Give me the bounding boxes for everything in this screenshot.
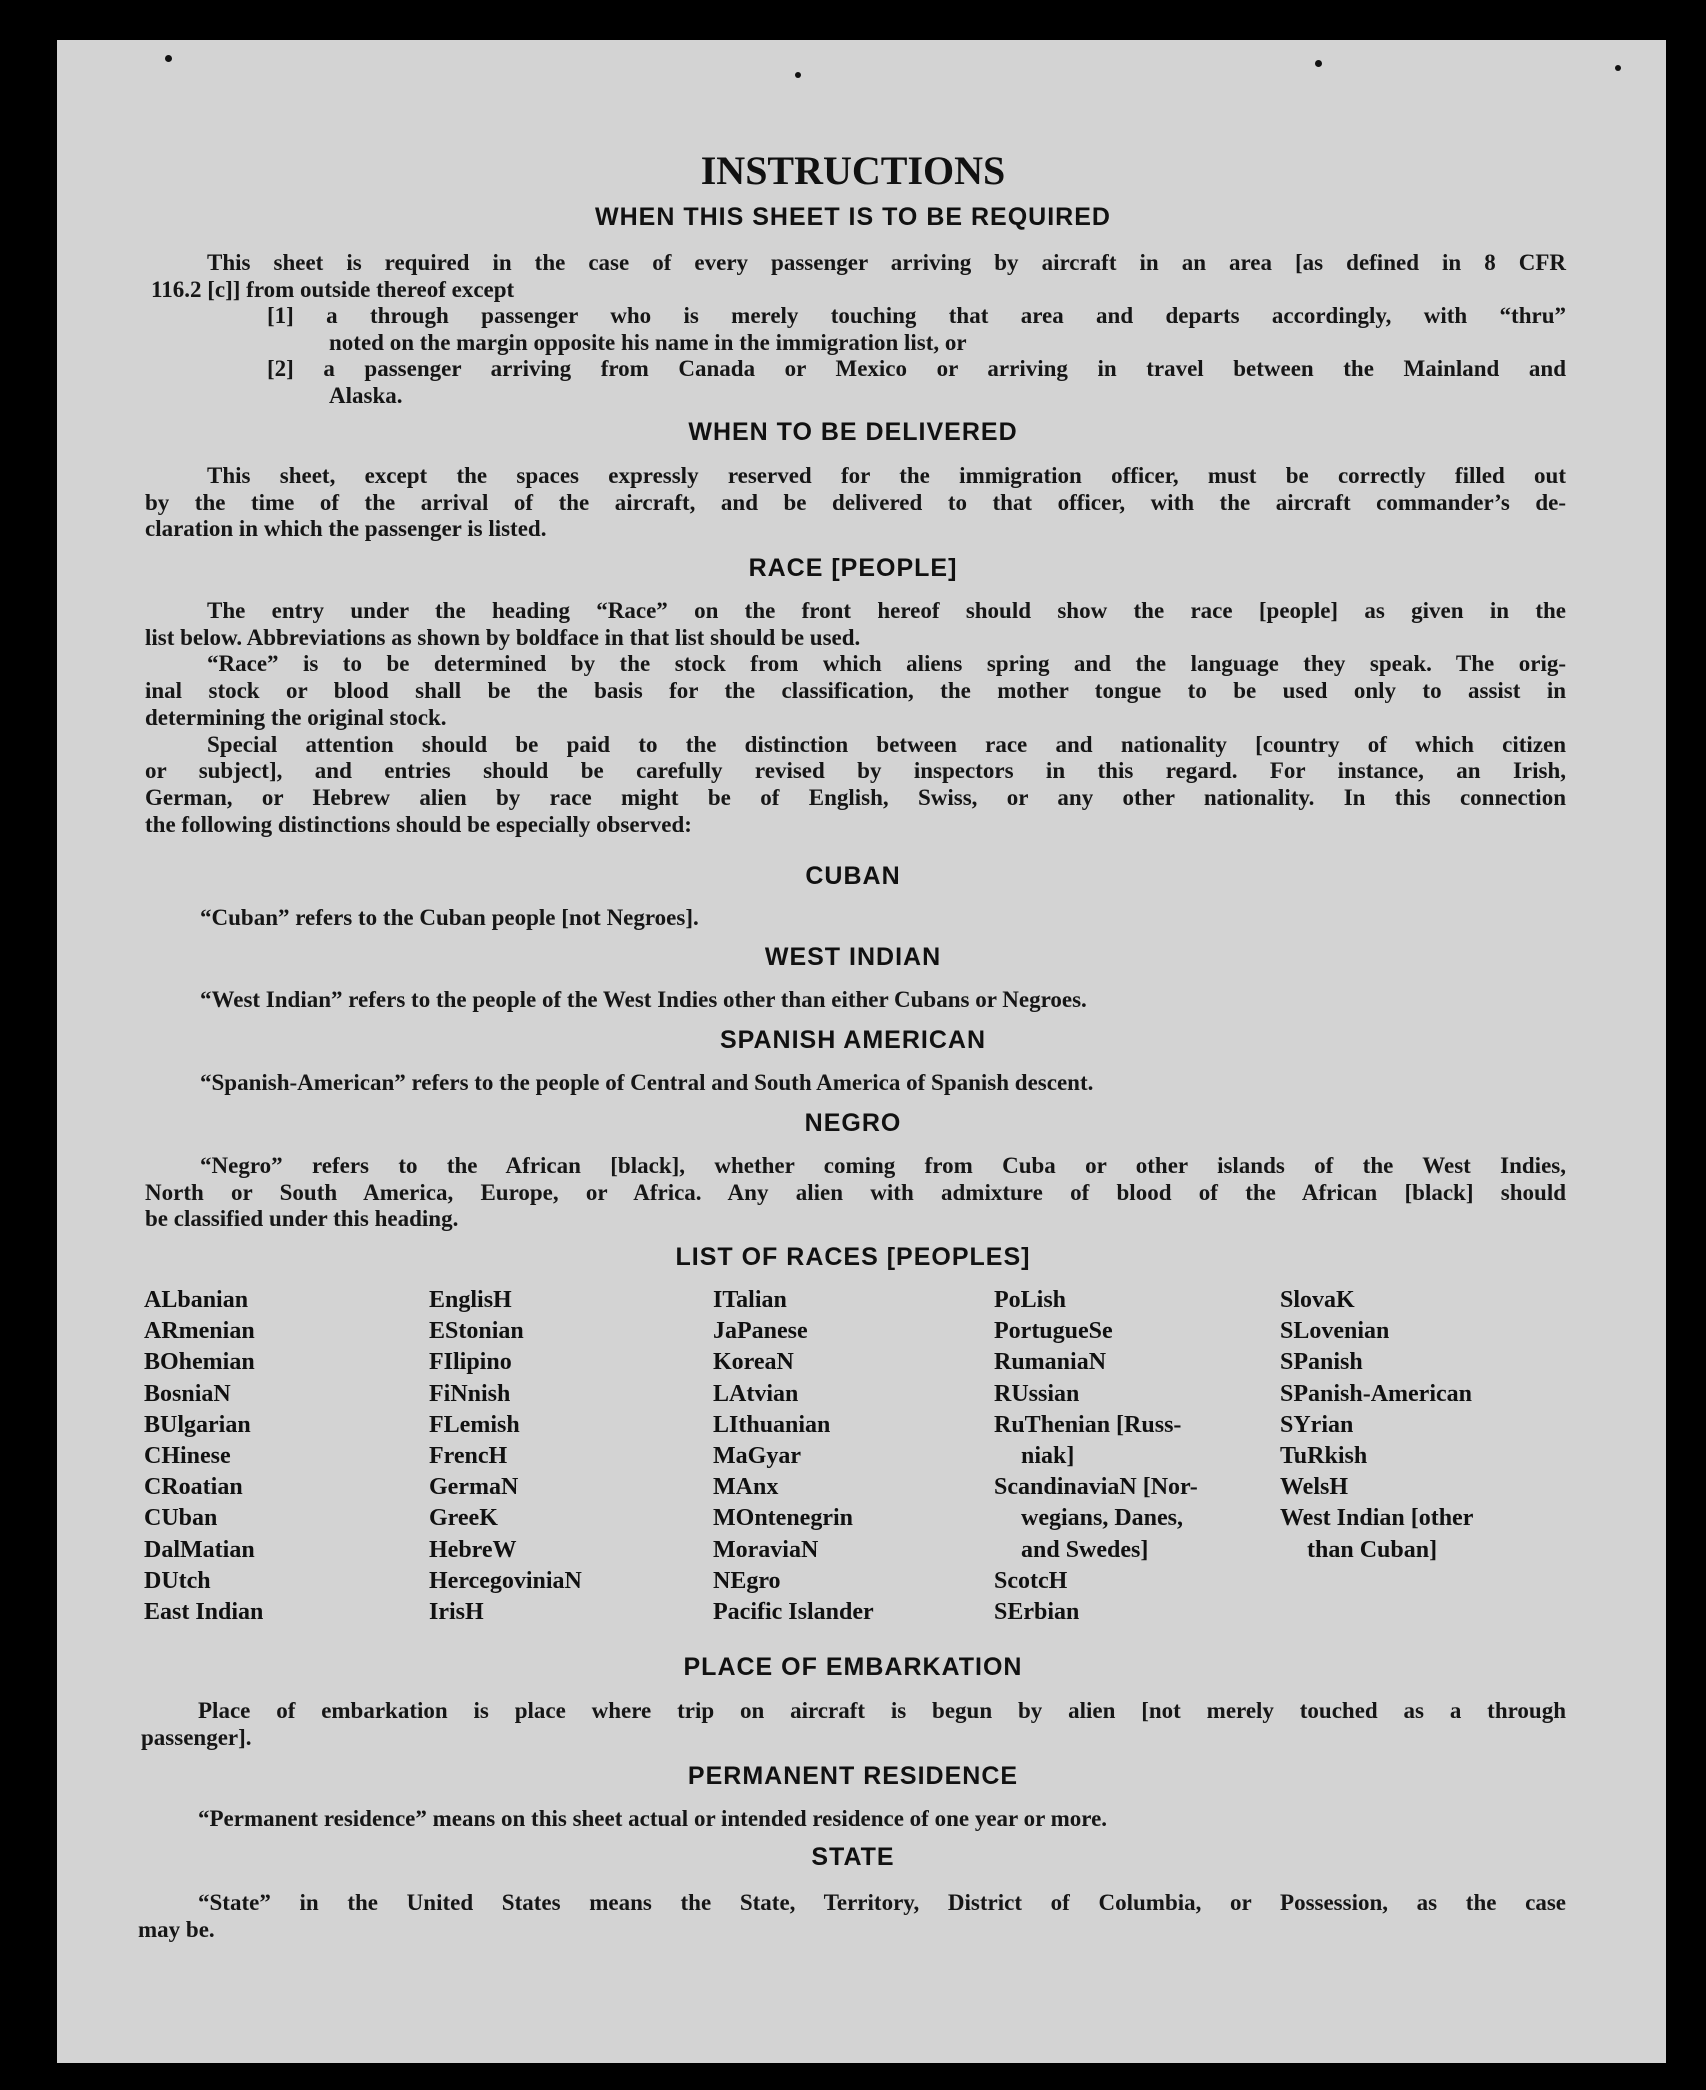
race-entry: CRoatian (144, 1474, 243, 1501)
race-entry: GreeK (429, 1505, 498, 1532)
race-entry: PoLish (994, 1287, 1067, 1313)
race-entry: GermaN (429, 1474, 519, 1501)
race-entry: TuRkish (1280, 1443, 1368, 1470)
paragraph-exception-1: [1] a through passenger who is merely touching that area and departs accordingly, with “thru” noted on the margin opposite his name in the immigration list, or (267, 303, 1566, 355)
race-entry: niak] (1021, 1443, 1075, 1470)
speck (1615, 65, 1621, 71)
race-entry: Pacific Islander (713, 1599, 874, 1626)
race-entry: West Indian [other (1280, 1505, 1474, 1532)
race-entry: PortugueSe (994, 1318, 1113, 1345)
races-column-5 (1280, 1285, 1473, 1566)
race-entry: IrisH (429, 1599, 484, 1626)
race-entry: MOntenegrin (713, 1505, 853, 1532)
race-entry: LAtvian (713, 1380, 799, 1407)
heading-delivered: WHEN TO BE DELIVERED (688, 418, 1018, 446)
race-entry: WelsH (1280, 1474, 1349, 1501)
page-title: INSTRUCTIONS (700, 148, 1006, 193)
speck (1315, 60, 1322, 67)
paragraph-negro: “Negro” refers to the African [black], whether coming from Cuba or other islands of the West Indies, North or South America, Europe, or Africa. Any alien with admixture of blood of the African [black] should be classified under this heading. (145, 1153, 1566, 1232)
race-entry: SErbian (994, 1599, 1080, 1626)
race-entry: DUtch (144, 1567, 211, 1594)
race-entry: NEgro (713, 1567, 781, 1594)
heading-cuban: CUBAN (805, 862, 901, 890)
race-entry: RuThenian [Russ- (994, 1411, 1182, 1438)
heading-west-indian: WEST INDIAN (764, 943, 942, 971)
heading-required: WHEN THIS SHEET IS TO BE REQUIRED (595, 203, 1111, 231)
race-entry: wegians, Danes, (1021, 1505, 1184, 1532)
races-column-2 (429, 1285, 582, 1628)
race-entry: FIlipino (429, 1349, 512, 1376)
paragraph-cuban: “Cuban” refers to the Cuban people [not Negroes]. (200, 905, 699, 930)
race-entry: MaGyar (713, 1443, 801, 1470)
race-entry: ITalian (713, 1287, 787, 1313)
paragraph-exception-2: [2] a passenger arriving from Canada or Mexico or arriving in travel between the Mainland and Alaska. (267, 356, 1566, 408)
paragraph-race: The entry under the heading “Race” on the front hereof should show the race [people] as given in the list below. Abbreviations as shown by boldface in that list should be used. “Race” is to be determined by the stock from which aliens spring and the language they speak. The orig- inal stock or blood shall be the basis for the classification, the mother tongue to be used only to assist in determining the original stock. Special attention should be paid to the distinction between race and nationality [country of which citizen or subject], and entries should be carefully revised by inspectors in this regard. For instance, an Irish, German, or Hebrew alien by race might be of English, Swiss, or any other nationality. In this connection the following distinctions should be especially observed: (145, 598, 1566, 837)
race-entry: SPanish-American (1280, 1380, 1472, 1407)
race-entry: BOhemian (144, 1349, 255, 1376)
race-entry: MoraviaN (713, 1536, 819, 1563)
race-entry: East Indian (144, 1599, 264, 1626)
heading-race: RACE [PEOPLE] (748, 554, 958, 582)
heading-spanish-american: SPANISH AMERICAN (719, 1026, 986, 1054)
paragraph-west-indian: “West Indian” refers to the people of the West Indies other than either Cubans or Negroes. (200, 987, 1087, 1012)
paragraph-state: “State” in the United States means the State, Territory, District of Columbia, or Possession, as the case may be. (138, 1890, 1566, 1942)
race-entry: SlovaK (1280, 1287, 1355, 1313)
heading-state: STATE (811, 1843, 895, 1871)
race-entry: ARmenian (144, 1318, 255, 1345)
races-column-4 (994, 1285, 1198, 1628)
race-entry: CUban (144, 1505, 218, 1532)
race-entry: CHinese (144, 1443, 231, 1470)
paragraph-embarkation: Place of embarkation is place where trip on aircraft is begun by alien [not merely touched as a through passenger]. (141, 1698, 1566, 1750)
race-entry: FiNnish (429, 1380, 511, 1407)
race-entry: ScandinaviaN [Nor- (994, 1474, 1198, 1501)
race-entry: SYrian (1280, 1411, 1354, 1438)
race-entry: BUlgarian (144, 1411, 251, 1438)
race-entry: JaPanese (713, 1318, 808, 1345)
paragraph-permanent-residence: “Permanent residence” means on this sheet actual or intended residence of one year or more. (198, 1806, 1108, 1831)
race-entry: EnglisH (429, 1287, 512, 1313)
race-entry: than Cuban] (1307, 1536, 1438, 1563)
race-entry: HercegoviniaN (429, 1567, 582, 1594)
race-entry: KoreaN (713, 1349, 794, 1376)
race-entry: SPanish (1280, 1349, 1363, 1376)
races-column-3 (713, 1285, 874, 1628)
race-entry: FLemish (429, 1411, 520, 1438)
paragraph-required-intro: This sheet is required in the case of every passenger arriving by aircraft in an area [as defined in 8 CFR 116.2 [c]] from outside thereof except (151, 250, 1566, 302)
race-entry: EStonian (429, 1318, 524, 1345)
heading-permanent-residence: PERMANENT RESIDENCE (687, 1762, 1019, 1790)
paragraph-delivered: This sheet, except the spaces expressly reserved for the immigration officer, must be correctly filled out by the time of the arrival of the aircraft, and be delivered to that officer, with the aircraft commander’s de- claration in which the passenger is listed. (145, 463, 1566, 542)
heading-embarkation: PLACE OF EMBARKATION (683, 1653, 1023, 1681)
race-entry: BosniaN (144, 1380, 231, 1407)
speck (165, 55, 172, 62)
heading-negro: NEGRO (804, 1109, 902, 1137)
race-entry: SLovenian (1280, 1318, 1390, 1345)
paragraph-spanish-american: “Spanish-American” refers to the people of Central and South America of Spanish descent. (200, 1070, 1094, 1095)
speck (795, 72, 801, 78)
race-entry: HebreW (429, 1536, 517, 1563)
race-entry: ScotcH (994, 1567, 1068, 1594)
heading-list-of-races: LIST OF RACES [PEOPLES] (675, 1243, 1031, 1271)
race-entry: DalMatian (144, 1536, 255, 1563)
race-entry: LIthuanian (713, 1411, 831, 1438)
race-entry: RUssian (994, 1380, 1080, 1407)
race-entry: and Swedes] (1021, 1536, 1149, 1563)
race-entry: ALbanian (144, 1287, 249, 1313)
race-entry: FrencH (429, 1443, 508, 1470)
race-entry: MAnx (713, 1474, 779, 1501)
race-entry: RumaniaN (994, 1349, 1107, 1376)
races-column-1 (144, 1285, 263, 1628)
